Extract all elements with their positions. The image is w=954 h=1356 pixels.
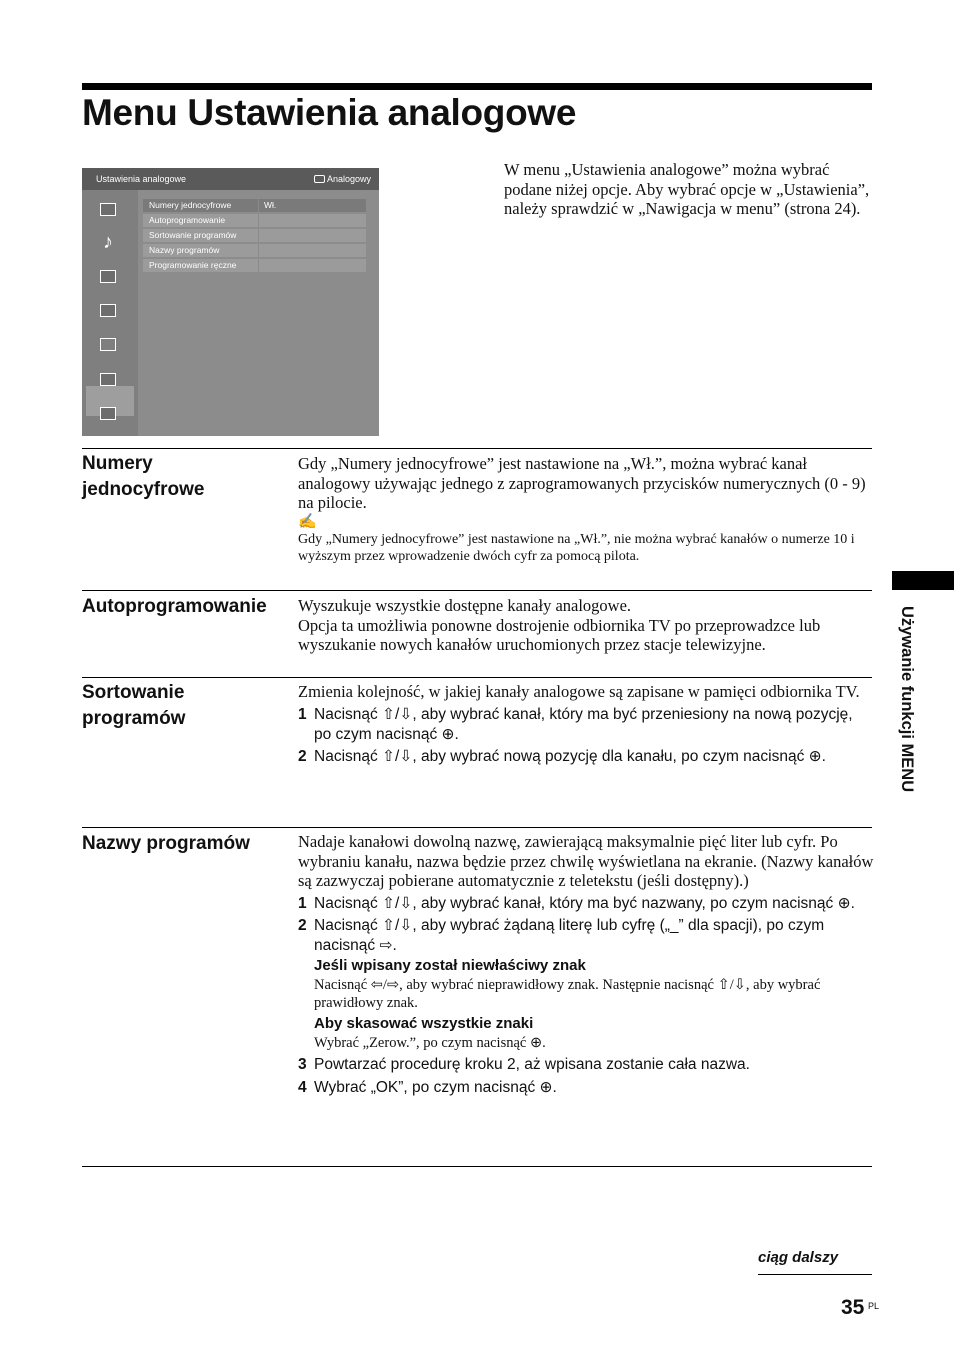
analog-setup-icon (98, 373, 118, 389)
section-body-numery (298, 454, 874, 565)
tv-menu-screenshot (82, 168, 379, 436)
section-title-sort: Sortowanie programów (82, 682, 186, 729)
top-rule (82, 83, 872, 90)
side-label: Używanie funkcji MENU (898, 606, 916, 793)
step-item: 1 Nacisnąć ⇧/⇩, aby wybrać kanał, który ma być przeniesiony na nową pozycję, po czym nacisnąć ⊕. (298, 705, 853, 743)
screen-icon (98, 270, 118, 286)
intro-text: W menu „Ustawienia analogowe” można wybrać podane niżej opcje. Aby wybrać opcje w „Ustawienia”, należy sprawdzić w „Nawigacja w menu” (strona 24). (504, 160, 870, 218)
tv-menu-list (143, 199, 366, 274)
section-note: Gdy „Numery jednocyfrowe” jest nastawione na „Wł.”, nie można wybrać kanałów o numerze 10 i wyższym przez wprowadzenie dwóch cyfr za pomocą pilota. (298, 531, 855, 564)
note-pencil-icon: ✍ (298, 513, 317, 530)
step-item: 3 Powtarzać procedurę kroku 2, aż wpisana zostanie cała nazwa. (298, 1055, 750, 1073)
section-text: Zmienia kolejność, w jakiej kanały analogowe są zapisane w pamięci odbiornika TV. (298, 682, 860, 701)
step-item: 1 Nacisnąć ⇧/⇩, aby wybrać kanał, który ma być nazwany, po czym nacisnąć ⊕. (298, 894, 855, 912)
tv-menu-item: Autoprogramowanie (143, 214, 366, 227)
page-title: Menu Ustawienia analogowe (82, 92, 577, 133)
features-icon (98, 304, 118, 320)
subheading: Aby skasować wszystkie znaki (314, 1014, 534, 1032)
step-item: 4 Wybrać „OK”, po czym nacisnąć ⊕. (298, 1078, 557, 1096)
section-divider (82, 677, 872, 678)
section-divider (82, 1166, 872, 1167)
side-tab-marker (892, 571, 954, 590)
tv-menu-item: Programowanie ręczne (143, 259, 366, 272)
section-body-auto: Wyszukuje wszystkie dostępne kanały analogowe. Opcja ta umożliwia ponowne dostrojenie odbiornika TV po przeprowadzce lub wyszukanie nowych kanałów uruchomionych przez stacje telewizyjne. (298, 596, 821, 654)
section-title-numery: Numery jednocyfrowe (82, 453, 205, 500)
tv-menu-source (314, 174, 371, 184)
tv-menu-item: Nazwy programów (143, 244, 366, 257)
section-body-names (298, 832, 874, 1098)
tv-menu-source-label: Analogowy (326, 174, 371, 184)
page-lang: PL (868, 1301, 880, 1311)
continued-label: ciąg dalszy (758, 1249, 839, 1266)
tv-menu-header (82, 168, 379, 190)
section-divider (82, 827, 872, 828)
subtext: Nacisnąć ⇦/⇨, aby wybrać nieprawidłowy znak. Następnie nacisnąć ⇧/⇩, aby wybrać prawidłowy znak. (314, 976, 821, 1011)
section-title-auto: Autoprogramowanie (82, 596, 267, 617)
pc-icon (98, 338, 118, 354)
subheading: Jeśli wpisany został niewłaściwy znak (314, 956, 586, 974)
tv-menu-item: Sortowanie programów (143, 229, 366, 242)
section-divider (82, 590, 872, 591)
section-text: Gdy „Numery jednocyfrowe” jest nastawione na „Wł.”, można wybrać kanał analogowy używając jednego z zaprogramowanych przycisków numerycznych (0 - 9) na pilocie. (298, 454, 866, 512)
step-item: 2 Nacisnąć ⇧/⇩, aby wybrać nową pozycję dla kanału, po czym nacisnąć ⊕. (298, 747, 826, 765)
step-item: 2 Nacisnąć ⇧/⇩, aby wybrać żądaną literę lub cyfrę („_” dla spacji), po czym nacisnąć ⇨. (298, 916, 825, 954)
digital-setup-icon (98, 407, 118, 423)
sound-icon: ♪ (103, 231, 113, 253)
tv-menu-item: Numery jednocyfrowe Wł. (143, 199, 366, 212)
page-number: 35 (841, 1296, 865, 1319)
section-title-names: Nazwy programów (82, 833, 250, 854)
section-body-sort (298, 682, 874, 767)
continued-rule (758, 1274, 872, 1275)
picture-icon (98, 203, 118, 219)
section-divider (82, 448, 872, 449)
subtext: Wybrać „Zerow.”, po czym nacisnąć ⊕. (314, 1034, 546, 1051)
section-text: Nadaje kanałowi dowolną nazwę, zawierającą maksymalnie pięć liter lub cyfr. Po wybraniu kanału, nazwa będzie przez chwilę wyświetlana na ekranie. (Nazwy kanałów są zazwyczaj pobierane automatycznie z teletekstu (jeśli dostępny).) (298, 832, 874, 890)
tv-menu-title: Ustawienia analogowe (96, 174, 187, 184)
input-icon (314, 175, 325, 183)
tv-menu-icon-rail (82, 190, 138, 436)
